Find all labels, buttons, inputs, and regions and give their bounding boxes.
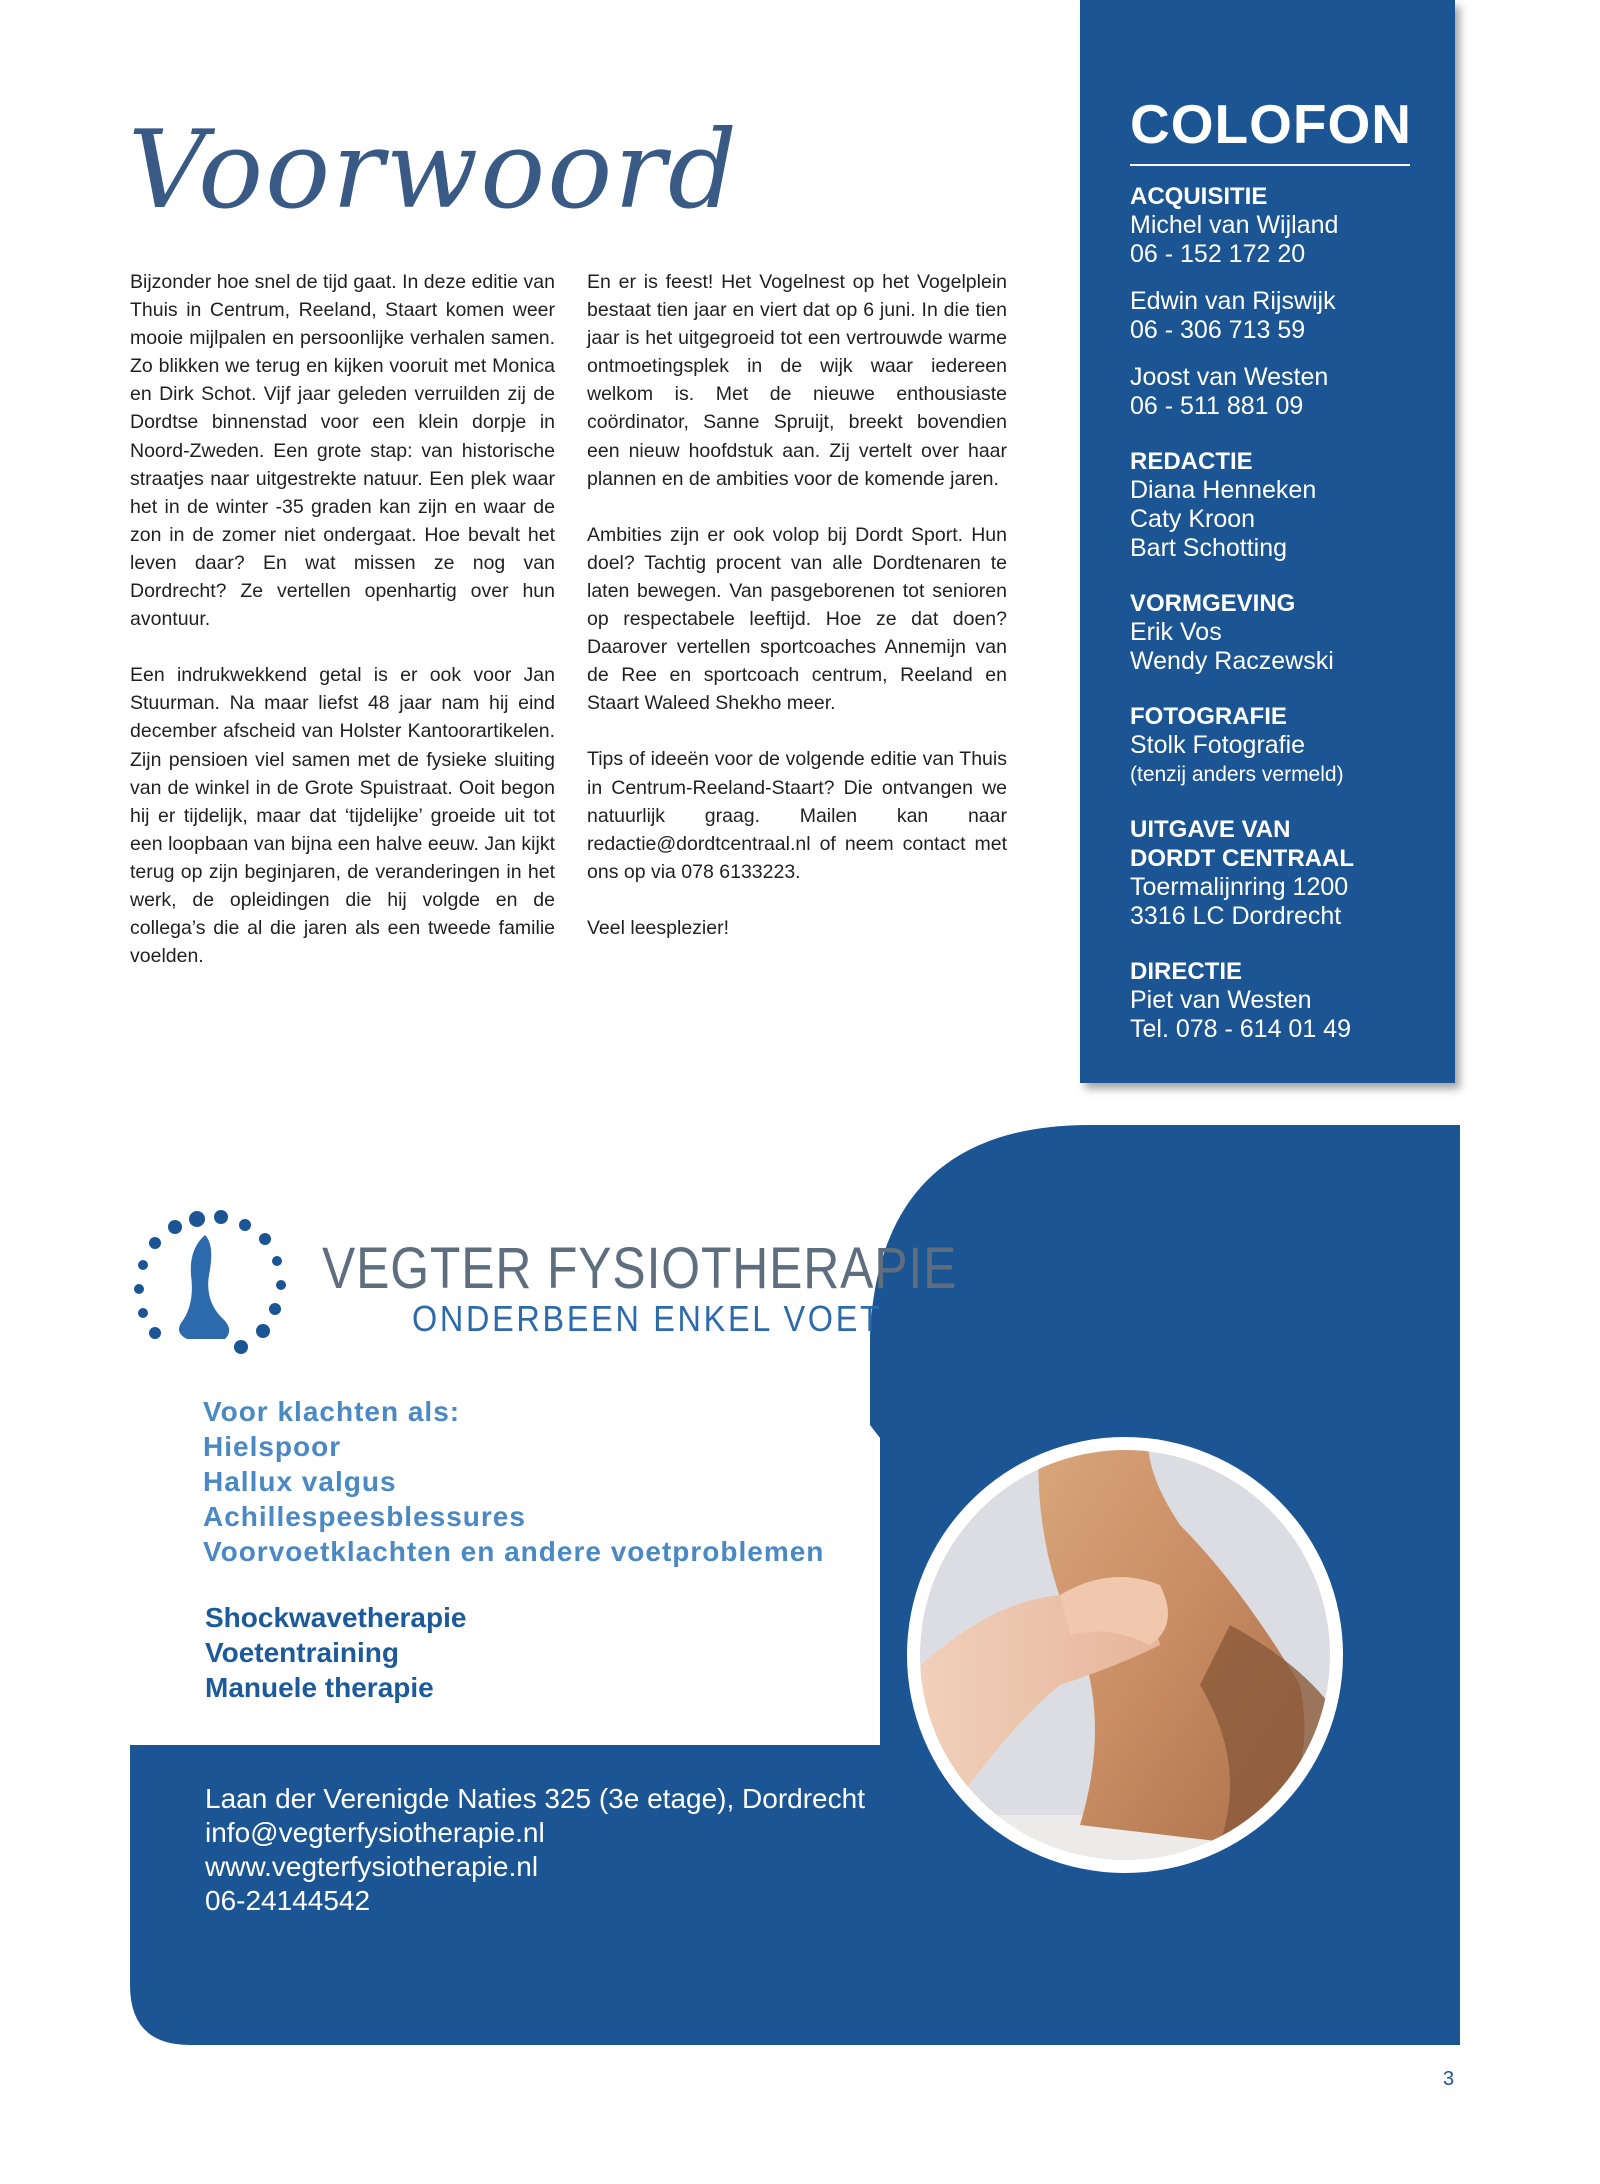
colofon-box bbox=[1080, 0, 1455, 1083]
list-item: Voorvoetklachten en andere voetproblemen bbox=[203, 1536, 825, 1567]
contact-phone: 06-24144542 bbox=[205, 1885, 371, 1916]
paragraph: Een indrukwekkend getal is er ook voor Jan Stuurman. Na maar liefst 48 jaar nam hij eind december afscheid van Holster Kantoorartikelen. Zijn pensioen viel samen met de fysieke sluiting van de winkel in de Grote Spuistraat. Ooit begon hij er tijdelijk, maar dat ‘tijdelijke’ groeide uit tot een loopbaan van bijna een halve eeuw. Jan kijkt terug op zijn beginjaren, de veranderingen in het werk, de opleidingen die hij volgde en de collega’s die al die jaren als een tweede familie voelden. bbox=[130, 664, 555, 968]
colofon-phone: 06 - 152 172 20 bbox=[1130, 240, 1306, 268]
colofon-phone: 06 - 306 713 59 bbox=[1130, 316, 1306, 344]
colofon-name: Stolk Fotografie bbox=[1130, 731, 1306, 759]
colofon-name: Erik Vos bbox=[1130, 618, 1222, 646]
colofon-heading-fotografie: FOTOGRAFIE bbox=[1130, 703, 1287, 730]
colofon-divider bbox=[1130, 164, 1410, 166]
paragraph: En er is feest! Het Vogelnest op het Vogelplein bestaat tien jaar en viert dat op 6 juni. In die tien jaar is het uitgegroeid tot een vertrouwde warme ontmoetingsplek in de wijk waar iedereen welkom is. Met de nieuwe enthousiaste coördinator, Sanne Spruijt, breekt bovendien een nieuw hoofdstuk aan. Zij vertelt over haar plannen en de ambities voor de komende jaren. bbox=[587, 271, 1007, 490]
colofon-heading-uitgave-2: DORDT CENTRAAL bbox=[1130, 845, 1354, 872]
colofon-name: Michel van Wijland bbox=[1130, 211, 1339, 239]
paragraph: Bijzonder hoe snel de tijd gaat. In deze editie van Thuis in Centrum, Reeland, Staart komen weer mooie mijlpalen en persoonlijke verhalen samen. Zo blikken we terug en kijken vooruit met Monica en Dirk Schot. Vijf jaar geleden verruilden zij de Dordtse binnenstad voor een klein dorpje in Noord-Zweden. Een grote stap: van historische straatjes naar uitgestrekte natuur. Een plek waar het in de winter -35 graden kan zijn en waar de zon in de zomer niet ondergaat. Hoe bevalt het leven daar? En wat missen ze nog van Dordrecht? Ze vertellen openhartig over hun avontuur. bbox=[130, 271, 555, 631]
logo-subtitle: ONDERBEEN ENKEL VOET bbox=[412, 1298, 883, 1339]
logo-dots-icon bbox=[125, 1205, 295, 1365]
list-item: Voor klachten als: bbox=[203, 1396, 461, 1427]
colofon-address: 3316 LC Dordrecht bbox=[1130, 902, 1342, 930]
list-item: Shockwavetherapie bbox=[205, 1602, 467, 1633]
colofon-name: Bart Schotting bbox=[1130, 534, 1288, 562]
paragraph: Ambities zijn er ook volop bij Dordt Sport. Hun doel? Tachtig procent van alle Dordtenaren te laten bewegen. Van pasgeborenen tot senioren op respectabele leeftijd. Hoe ze dat doen? Daarover vertellen sportcoaches Annemijn van de Ree en sportcoach centrum, Reeland en Staart Waleed Shekho meer. bbox=[587, 523, 1007, 715]
treatments-list bbox=[205, 1600, 466, 1705]
colofon-note: (tenzij anders vermeld) bbox=[1130, 763, 1344, 786]
list-item: Hallux valgus bbox=[203, 1466, 397, 1497]
paragraph: Tips of ideeën voor de volgende editie van Thuis in Centrum-Reeland-Staart? Die ontvangen we natuurlijk graag. Mailen kan naar redactie@dordtcentraal.nl of neem contact met ons op via 078 6133223. bbox=[587, 748, 1007, 883]
list-item: Voetentraining bbox=[205, 1637, 399, 1668]
colofon-heading-vormgeving: VORMGEVING bbox=[1130, 590, 1296, 617]
list-item: Manuele therapie bbox=[205, 1672, 434, 1703]
article-title: Voorwoord bbox=[128, 108, 739, 233]
colofon-heading-acquisitie: ACQUISITIE bbox=[1130, 183, 1268, 210]
article-column-2 bbox=[587, 268, 1007, 970]
colofon-name: Caty Kroon bbox=[1130, 505, 1256, 533]
colofon-phone: Tel. 078 - 614 01 49 bbox=[1130, 1015, 1351, 1043]
colofon-name: Diana Henneken bbox=[1130, 476, 1317, 504]
paragraph: Veel leesplezier! bbox=[587, 916, 730, 939]
colofon-name: Edwin van Rijswijk bbox=[1130, 287, 1336, 315]
complaints-list bbox=[203, 1394, 824, 1569]
list-item: Hielspoor bbox=[203, 1431, 342, 1462]
logo-name: VEGTER FYSIOTHERAPIE bbox=[322, 1236, 958, 1301]
colofon-heading-uitgave: UITGAVE VAN bbox=[1130, 816, 1291, 843]
colofon-address: Toermalijnring 1200 bbox=[1130, 873, 1349, 901]
article-column-1 bbox=[130, 268, 555, 998]
colofon-phone: 06 - 511 881 09 bbox=[1130, 392, 1304, 420]
contact-address: Laan der Verenigde Naties 325 (3e etage), Dordrecht bbox=[205, 1783, 865, 1814]
colofon-heading-directie: DIRECTIE bbox=[1130, 958, 1243, 985]
colofon-name: Joost van Westen bbox=[1130, 363, 1329, 391]
colofon-name: Wendy Raczewski bbox=[1130, 647, 1334, 675]
colofon-name: Piet van Westen bbox=[1130, 986, 1312, 1014]
contact-website[interactable]: www.vegterfysiotherapie.nl bbox=[205, 1851, 539, 1882]
contact-info bbox=[205, 1782, 865, 1918]
colofon-title: COLOFON bbox=[1130, 93, 1412, 155]
colofon-heading-redactie: REDACTIE bbox=[1130, 448, 1253, 475]
page-number: 3 bbox=[1443, 2068, 1455, 2090]
list-item: Achillespeesblessures bbox=[203, 1501, 526, 1532]
contact-email[interactable]: info@vegterfysiotherapie.nl bbox=[205, 1817, 545, 1848]
colofon-body bbox=[1130, 182, 1440, 1044]
